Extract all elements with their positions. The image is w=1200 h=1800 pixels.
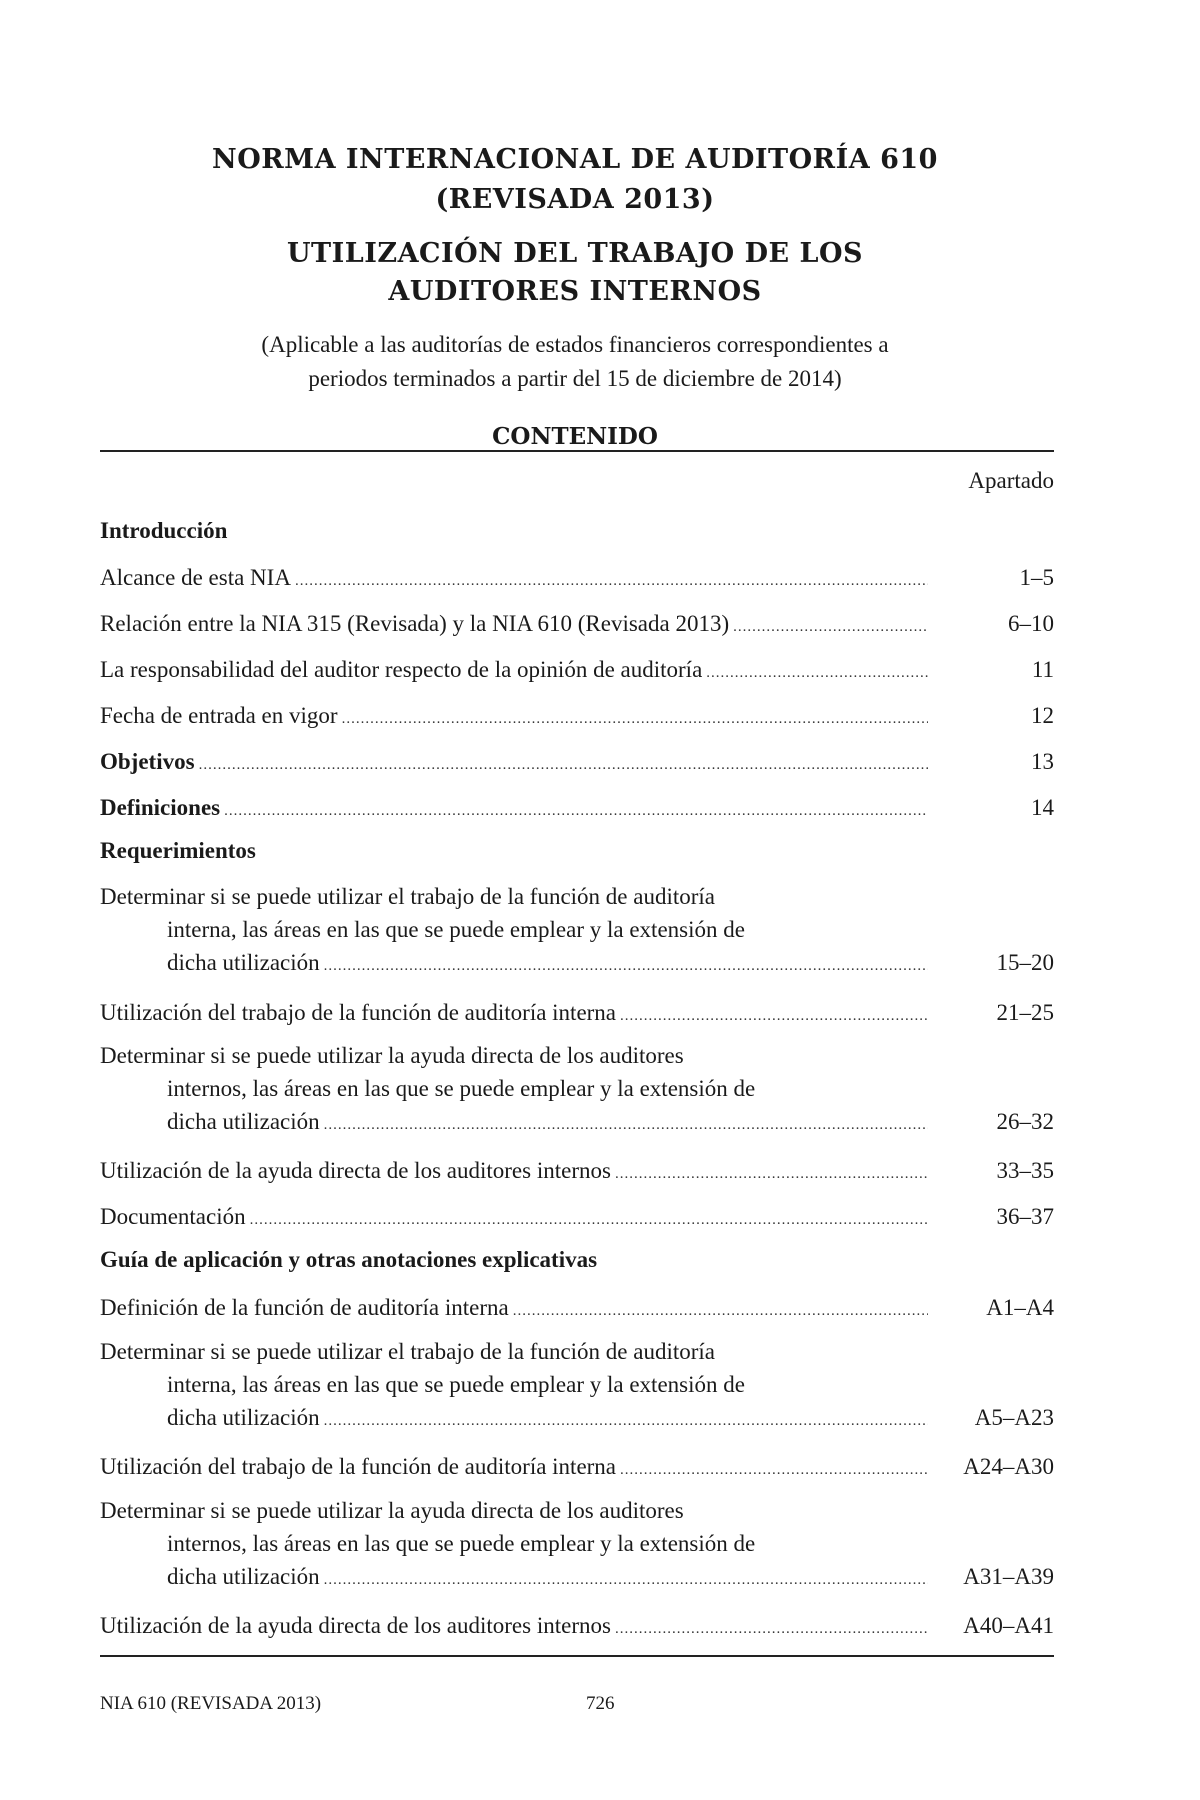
- toc-entry-ref: 1–5: [1019, 565, 1054, 590]
- leader-dots: [295, 565, 928, 598]
- section-heading-guia: Guía de aplicación y otras anotaciones explicativas: [100, 1247, 598, 1272]
- toc-entry-ref: A1–A4: [986, 1295, 1054, 1320]
- toc-entry-ref: 21–25: [996, 1000, 1054, 1025]
- toc-entry-line: Determinar si se puede utilizar el trabajo de la función de auditoría: [100, 1339, 716, 1364]
- toc-column-label: Apartado: [968, 468, 1054, 493]
- toc-entry-label: dicha utilización: [167, 950, 320, 975]
- toc-entry-ref: 14: [1031, 795, 1054, 820]
- standard-subtitle-line1: UTILIZACIÓN DEL TRABAJO DE LOS: [287, 238, 863, 269]
- toc-entry[interactable]: [100, 996, 1054, 1033]
- leader-dots: [324, 1405, 928, 1438]
- toc-entry-label: Documentación: [100, 1204, 246, 1229]
- toc-entry-definiciones[interactable]: [100, 791, 1054, 828]
- toc-entry-label: Utilización del trabajo de la función de auditoría interna: [100, 1454, 617, 1479]
- toc-entry-label: dicha utilización: [167, 1564, 320, 1589]
- leader-dots: [324, 1564, 928, 1597]
- toc-entry[interactable]: [100, 1200, 1054, 1237]
- section-heading-requerimientos: Requerimientos: [100, 838, 256, 863]
- toc-entry-ref: 6–10: [1008, 611, 1054, 636]
- section-heading-introduccion: Introducción: [100, 518, 228, 543]
- toc-entry-label: Utilización de la ayuda directa de los auditores internos: [100, 1613, 611, 1638]
- toc-entry-ref: A5–A23: [974, 1405, 1054, 1430]
- standard-title: NORMA INTERNACIONAL DE AUDITORÍA 610: [212, 144, 938, 175]
- toc-entry-label: Utilización del trabajo de la función de auditoría interna: [100, 1000, 617, 1025]
- toc-entry-line: interna, las áreas en las que se puede emplear y la extensión de: [167, 917, 745, 942]
- leader-dots: [224, 795, 928, 828]
- leader-dots: [620, 1454, 928, 1487]
- leader-dots: [324, 1109, 928, 1142]
- toc-entry-line: interna, las áreas en las que se puede emplear y la extensión de: [167, 1372, 745, 1397]
- toc-entry-ref: 33–35: [996, 1158, 1054, 1183]
- toc-entry-line: Determinar si se puede utilizar el trabajo de la función de auditoría: [100, 884, 716, 909]
- leader-dots: [615, 1158, 928, 1191]
- toc-entry-ref: 26–32: [996, 1109, 1054, 1134]
- applicability-line2: periodos terminados a partir del 15 de diciembre de 2014): [308, 366, 842, 391]
- toc-entry-ref: A31–A39: [963, 1564, 1054, 1589]
- toc-entry-objetivos[interactable]: [100, 745, 1054, 782]
- toc-entry[interactable]: [100, 1154, 1054, 1191]
- toc-entry[interactable]: [100, 561, 1054, 598]
- toc-entry[interactable]: [100, 1039, 1054, 1142]
- toc-entry[interactable]: [100, 1494, 1054, 1597]
- leader-dots: [620, 1000, 928, 1033]
- toc-bottom-rule: [100, 1655, 1054, 1657]
- standard-revision: (REVISADA 2013): [435, 184, 715, 215]
- toc-entry-ref: A40–A41: [963, 1613, 1054, 1638]
- toc-entry-label: Objetivos: [100, 749, 195, 774]
- toc-entry-label: Utilización de la ayuda directa de los auditores internos: [100, 1158, 611, 1183]
- page-number: 726: [586, 1693, 615, 1714]
- toc-entry[interactable]: [100, 1450, 1054, 1487]
- toc-entry-label: dicha utilización: [167, 1405, 320, 1430]
- toc-entry-label: dicha utilización: [167, 1109, 320, 1134]
- toc-entry-ref: 36–37: [996, 1204, 1054, 1229]
- toc-entry-line: internos, las áreas en las que se puede emplear y la extensión de: [167, 1076, 756, 1101]
- toc-entry-ref: 15–20: [996, 950, 1054, 975]
- toc-entry[interactable]: [100, 1609, 1054, 1646]
- leader-dots: [706, 657, 928, 690]
- toc-entry-ref: 13: [1031, 749, 1054, 774]
- toc-entry-ref: A24–A30: [963, 1454, 1054, 1479]
- standard-subtitle-line2: AUDITORES INTERNOS: [388, 276, 762, 307]
- leader-dots: [342, 703, 928, 736]
- toc-entry-line: Determinar si se puede utilizar la ayuda directa de los auditores: [100, 1043, 684, 1068]
- leader-dots: [250, 1204, 928, 1237]
- toc-entry[interactable]: [100, 653, 1054, 690]
- toc-entry-label: Relación entre la NIA 315 (Revisada) y la NIA 610 (Revisada 2013): [100, 611, 730, 636]
- toc-entry[interactable]: [100, 607, 1054, 644]
- toc-entry-label: Alcance de esta NIA: [100, 565, 291, 590]
- leader-dots: [615, 1613, 928, 1646]
- leader-dots: [199, 749, 928, 782]
- toc-entry-line: Determinar si se puede utilizar la ayuda directa de los auditores: [100, 1498, 684, 1523]
- toc-entry[interactable]: [100, 880, 1054, 983]
- toc-entry[interactable]: [100, 1291, 1054, 1328]
- footer-standard-name: NIA 610 (REVISADA 2013): [100, 1693, 322, 1714]
- toc-entry-label: La responsabilidad del auditor respecto de la opinión de auditoría: [100, 657, 703, 682]
- toc-entry-label: Fecha de entrada en vigor: [100, 703, 338, 728]
- leader-dots: [324, 950, 928, 983]
- toc-top-rule: [100, 450, 1054, 452]
- applicability-line1: (Aplicable a las auditorías de estados financieros correspondientes a: [261, 332, 889, 357]
- toc-heading: CONTENIDO: [492, 423, 658, 450]
- leader-dots: [513, 1295, 928, 1328]
- leader-dots: [733, 611, 928, 644]
- toc-entry-label: Definiciones: [100, 795, 221, 820]
- toc-entry-label: Definición de la función de auditoría interna: [100, 1295, 509, 1320]
- toc-entry[interactable]: [100, 699, 1054, 736]
- toc-entry[interactable]: [100, 1335, 1054, 1438]
- toc-entry-ref: 11: [1031, 657, 1054, 682]
- toc-entry-line: internos, las áreas en las que se puede emplear y la extensión de: [167, 1531, 756, 1556]
- toc-entry-ref: 12: [1031, 703, 1054, 728]
